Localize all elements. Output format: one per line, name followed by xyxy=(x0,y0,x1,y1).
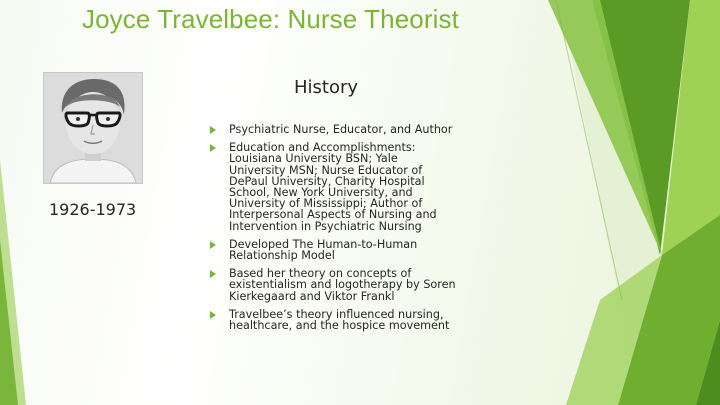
bullet-arrow-icon xyxy=(210,241,216,249)
portrait-illustration xyxy=(44,73,142,183)
bullet-text: Education and Accomplishments: Louisiana University BSN; Yale University MSN; Nurse Educator of DePaul University, Charity Hospital School, New York University, and University of Mississippi; Author of Interpersonal Aspects of Nursing and Intervention in Psychiatric Nursing xyxy=(229,141,437,233)
bullet-arrow-icon xyxy=(210,311,216,319)
bullet-text: Travelbee’s theory influenced nursing, healthcare, and the hospice movement xyxy=(229,307,450,333)
list-item xyxy=(208,309,456,331)
list-item xyxy=(208,268,456,302)
history-bullet-list xyxy=(208,124,456,338)
slide-title: Joyce Travelbee: Nurse Theorist xyxy=(82,4,459,34)
bullet-arrow-icon xyxy=(210,126,216,134)
portrait-photo xyxy=(43,72,143,184)
bullet-arrow-icon xyxy=(210,144,216,152)
list-item xyxy=(208,124,456,135)
list-item xyxy=(208,239,456,261)
slide-subtitle: History xyxy=(294,77,359,98)
list-item xyxy=(208,142,456,232)
bullet-text: Developed The Human-to-Human Relationship Model xyxy=(229,237,418,263)
bullet-arrow-icon xyxy=(210,270,216,278)
life-years: 1926-1973 xyxy=(49,200,137,219)
bullet-text: Based her theory on concepts of existentialism and logotherapy by Soren Kierkegaard and Viktor Frankl xyxy=(229,267,456,303)
bullet-text: Psychiatric Nurse, Educator, and Author xyxy=(229,123,453,136)
